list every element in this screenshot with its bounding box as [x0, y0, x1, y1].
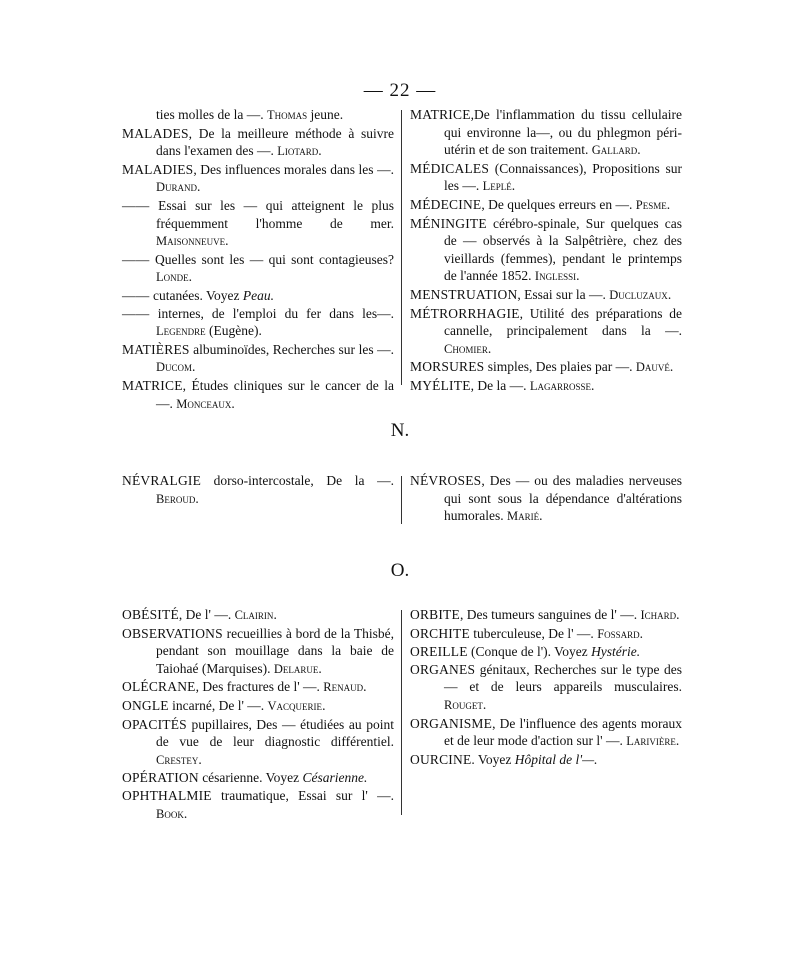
entry-text: , Études cliniques sur le cancer de la —. [156, 377, 394, 411]
index-entry [410, 286, 682, 305]
entry-heading: OBÉSITÉ [122, 607, 179, 622]
entry-text: ties molles de la —. [156, 107, 267, 122]
entry-heading: ORGANES [410, 661, 476, 677]
entry-reference: Hystérie. [591, 644, 641, 660]
index-entry [122, 625, 394, 679]
entry-text: , Essai sur la —. [517, 286, 610, 302]
index-entry [122, 716, 394, 770]
index-entry [122, 787, 394, 823]
entry-tail: . [591, 377, 595, 393]
entry-tail: . [539, 508, 543, 524]
index-entry [122, 161, 394, 197]
entry-tail: . [183, 805, 188, 821]
entry-tail: . [195, 490, 199, 506]
index-entry [410, 606, 682, 625]
index-entry [122, 678, 394, 697]
entry-heading: OLÉCRANE [122, 679, 196, 695]
entry-text: Quelles sont les — qui sont contagieuses? [154, 251, 394, 267]
index-entry [122, 606, 394, 625]
entry-text: , De l'influence des agents moraux et de leur mode d'action sur l' —. [444, 715, 682, 749]
index-entry [122, 472, 394, 508]
index-entry [410, 643, 682, 661]
entry-text: . Voyez [471, 751, 515, 767]
entry-heading: MALADIES [122, 161, 194, 177]
index-entry [410, 472, 682, 526]
column-left [122, 606, 394, 823]
index-entry [410, 106, 682, 160]
column-divider [401, 110, 402, 385]
index-entry [122, 251, 394, 287]
section-o [122, 606, 682, 821]
entry-author: Legendre [156, 324, 206, 339]
entry-text: pupillaires, Des — étudiées au point de vue de leur diagnostic différentiel. [156, 716, 394, 750]
entry-text: césarienne. Voyez [198, 770, 303, 786]
entry-tail: jeune. [307, 107, 344, 122]
entry-tail: . [576, 268, 580, 284]
entry-tail: . [318, 143, 322, 159]
entry-text: génitaux, Recherches sur le type des — et de leurs appareils musculaires. [444, 661, 682, 695]
entry-tail: . [676, 607, 680, 622]
entry-text: , De quelques erreurs en —. [481, 196, 636, 212]
index-entry [122, 341, 394, 377]
entry-author: Durand [156, 180, 198, 195]
entry-text: dorso-intercostale, De la —. [201, 473, 394, 488]
index-entry [410, 751, 682, 769]
entry-author: Gallard [591, 143, 638, 158]
entry-author: Liotard [277, 144, 319, 159]
column-divider [401, 476, 402, 524]
entry-heading: OURCINE [410, 751, 472, 767]
index-entry [410, 305, 682, 359]
entry-text: tuberculeuse, De l' —. [469, 625, 598, 641]
entry-reference: Césarienne. [302, 770, 368, 786]
entry-author: Ducom [156, 360, 193, 375]
entry-author: Renaud [323, 680, 364, 695]
index-entry [122, 697, 394, 716]
entry-tail: . [198, 751, 202, 767]
section-n [122, 472, 682, 532]
entry-text: , De l' —. [178, 607, 235, 622]
index-entry [410, 196, 682, 215]
entry-heading: OPÉRATION [122, 770, 199, 786]
entry-author: Inglessi [534, 269, 577, 284]
entry-author: Lagarrosse [529, 378, 592, 393]
entry-text: simples, Des plaies par —. [484, 359, 636, 375]
entry-tail: . [637, 142, 641, 158]
entry-tail: . [225, 233, 229, 249]
index-entry [122, 305, 394, 341]
entry-text: internes, de l'emploi du fer dans les—. [157, 305, 394, 321]
entry-tail: (Eugène). [205, 323, 262, 339]
entry-text: albuminoïdes, Recherches sur les —. [189, 341, 394, 357]
entry-tail: . [197, 179, 201, 195]
entry-heading: —— [122, 305, 158, 321]
entry-author: Maisonneuve [156, 234, 226, 249]
entry-author: Crestey [156, 752, 199, 767]
column-divider [401, 610, 402, 815]
entry-tail: . [231, 395, 235, 411]
entry-author: Chomier [444, 341, 488, 356]
entry-tail: . [666, 196, 671, 212]
entry-heading: MORSURES [410, 359, 485, 375]
entry-text: traumatique, Essai sur l' —. [211, 787, 394, 803]
column-left [122, 106, 394, 413]
entry-author: Marié [507, 509, 540, 524]
column-right [410, 606, 682, 768]
entry-heading: MATRICE [122, 377, 183, 393]
index-entry [122, 287, 394, 305]
entry-heading: NÉVROSES [410, 473, 482, 488]
entry-text: (Conque de l'). Voyez [467, 644, 592, 660]
section-letter-o: O. [390, 560, 410, 581]
entry-tail: . [363, 679, 367, 695]
entry-tail: . [188, 269, 193, 285]
entry-heading: —— [122, 197, 159, 213]
entry-tail: . [675, 733, 680, 749]
entry-tail: . [322, 697, 326, 713]
entry-tail: . [487, 340, 492, 356]
entry-heading: MATIÈRES [122, 341, 190, 357]
entry-author: Leplé [482, 179, 512, 194]
entry-author: Dauvé [635, 360, 670, 375]
entry-text: , Des — ou des maladies nerveuses qui sont sous la dépendance d'altérations humorales. [444, 473, 682, 524]
entry-text: , Des influences morales dans les —. [193, 161, 394, 177]
page-number: — 22 — [363, 80, 437, 101]
entry-author: Clairin [234, 608, 274, 622]
index-entry [410, 160, 682, 196]
entry-author: Thomas [266, 108, 308, 122]
index-entry [410, 661, 682, 715]
entry-heading: NÉVRALGIE [122, 473, 202, 488]
index-entry [410, 358, 682, 377]
entry-tail: . [482, 696, 487, 712]
entry-author: Delarue [273, 661, 319, 676]
entry-heading: —— [122, 251, 155, 267]
column-right [410, 106, 682, 396]
entry-text: , De la meilleure méthode à suivre dans l'examen des —. [156, 125, 394, 159]
section-m [122, 106, 682, 411]
index-entry [122, 125, 394, 161]
entry-text: , De la —. [470, 377, 530, 393]
entry-tail: . [639, 625, 644, 641]
entry-author: Beroud [156, 491, 196, 506]
entry-author: Ichard [640, 608, 677, 622]
entry-author: Larivière [626, 734, 676, 749]
entry-tail: . [318, 660, 322, 676]
entry-heading: MÉDECINE [410, 196, 482, 212]
entry-author: Monceaux [176, 396, 232, 411]
index-entry [122, 377, 394, 413]
entry-heading: MENSTRUATION [410, 286, 518, 302]
entry-text: , Des tumeurs sanguines de l' —. [459, 607, 641, 622]
entry-text: , Des fractures de l' —. [195, 679, 324, 695]
entry-author: Ducluzaux [609, 287, 668, 302]
entry-reference: Hôpital de l'—. [514, 751, 598, 767]
entry-heading: MATRICE [410, 107, 471, 122]
entry-reference: Peau. [242, 287, 274, 303]
entry-heading: ORBITE [410, 607, 460, 622]
column-left [122, 472, 394, 508]
entry-heading: OREILLE [410, 644, 468, 660]
index-entry [122, 197, 394, 251]
entry-heading: OPHTHALMIE [122, 787, 212, 803]
entry-text: , Utilité des préparations de cannelle, principalement dans la —. [444, 305, 682, 339]
entry-text: recueillies à bord de la Thisbé, pendant son mouillage dans la baie de Taiohaé (Marquises). [156, 625, 394, 676]
entry-heading: OBSERVATIONS [122, 625, 223, 641]
entry-text: cérébro-spinale, Sur quelques cas de — observés à la Salpêtrière, chez des vieillards (femmes), pendant le printemps de l'année 1852. [444, 215, 682, 284]
entry-heading: OPACITÉS [122, 716, 187, 732]
entry-heading: ORCHITE [410, 625, 470, 641]
index-entry [410, 625, 682, 644]
entry-tail: . [192, 359, 196, 375]
entry-heading: MALADES [122, 125, 189, 141]
entry-text: incarné, De l' —. [168, 697, 268, 713]
entry-author: Londe [156, 270, 189, 285]
entry-heading: MÉTRORRHAGIE [410, 305, 520, 321]
entry-author: Vacquerie [267, 698, 323, 713]
entry-text: Essai sur les — qui atteignent le plus fréquemment l'homme de mer. [156, 197, 394, 231]
entry-author: Fossard [597, 626, 640, 641]
index-entry [122, 769, 394, 787]
entry-author: Rouget [444, 697, 483, 712]
entry-heading: ORGANISME [410, 715, 493, 731]
entry-author: Pesme [635, 197, 667, 212]
entry-heading: —— [122, 287, 153, 303]
section-letter-n: N. [390, 420, 410, 441]
entry-tail: . [667, 286, 672, 302]
entry-text: (Connaissances), Propositions sur les —. [444, 160, 682, 194]
entry-heading: ONGLE [122, 697, 169, 713]
entry-tail: . [273, 607, 277, 622]
entry-tail: . [511, 178, 516, 194]
index-entry [122, 106, 394, 125]
column-right [410, 472, 682, 526]
entry-heading: MÉNINGITE [410, 215, 487, 231]
entry-text: cutanées. Voyez [152, 287, 243, 303]
entry-heading: MÉDICALES [410, 160, 490, 176]
entry-text: ,De l'inflammation du tissu cellulaire qui environne la—, ou du phlegmon péri-utérin et de son traitement. [444, 107, 682, 158]
entry-heading: MYÉLITE [410, 377, 471, 393]
index-entry [410, 377, 682, 396]
index-entry [410, 715, 682, 751]
index-entry [410, 215, 682, 286]
entry-tail: . [669, 359, 674, 375]
entry-author: Book [156, 806, 184, 821]
